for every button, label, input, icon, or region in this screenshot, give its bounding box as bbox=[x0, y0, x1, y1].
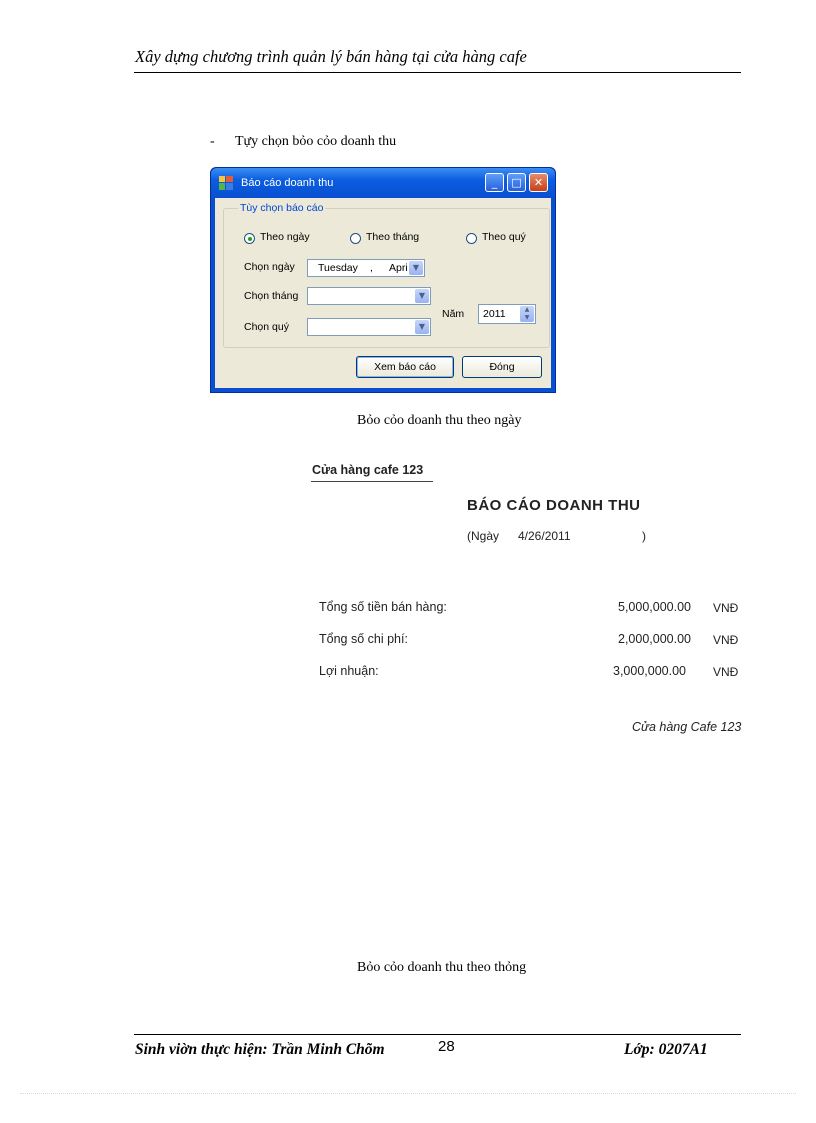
footer-class: Lớp: 0207A1 bbox=[624, 1041, 708, 1058]
radio-by-month-label[interactable]: Theo tháng bbox=[366, 231, 420, 243]
radio-by-quarter[interactable] bbox=[466, 233, 477, 244]
dialog-title: Báo cáo doanh thu bbox=[241, 177, 334, 189]
label-year: Năm bbox=[442, 308, 465, 320]
quarter-select[interactable] bbox=[307, 318, 431, 336]
label-choose-month: Chọn tháng bbox=[244, 290, 299, 302]
dialog-client-area bbox=[215, 198, 551, 388]
row-sales-amount: 5,000,000.00 bbox=[618, 600, 691, 614]
view-report-button[interactable]: Xem báo cáo bbox=[356, 356, 454, 378]
row-sales-currency: VNĐ bbox=[713, 601, 739, 615]
month-select[interactable] bbox=[307, 287, 431, 305]
maximize-icon[interactable]: □ bbox=[507, 173, 526, 192]
row-cost-currency: VNĐ bbox=[713, 633, 739, 647]
app-icon bbox=[219, 176, 233, 190]
report-date-label: (Ngày bbox=[467, 529, 500, 543]
running-header-title: Xây dựng chương trình quản lý bán hàng tại cửa hàng cafe bbox=[135, 47, 527, 66]
minimize-icon[interactable]: _ bbox=[485, 173, 504, 192]
row-profit-currency: VNĐ bbox=[713, 665, 739, 679]
close-button[interactable]: Đóng bbox=[462, 356, 542, 378]
report-date-value: 4/26/2011 bbox=[518, 529, 571, 543]
options-groupbox bbox=[223, 202, 550, 348]
report-options-dialog bbox=[210, 167, 556, 393]
radio-by-quarter-label[interactable]: Theo quý bbox=[482, 231, 526, 243]
row-profit-label: Lợi nhuận: bbox=[319, 664, 379, 678]
store-name-underline bbox=[311, 481, 433, 482]
row-cost-amount: 2,000,000.00 bbox=[618, 632, 691, 646]
row-cost-label: Tổng số chi phí: bbox=[319, 632, 408, 646]
footer-student: Sinh viờn thực hiện: Trần Minh Chõm bbox=[135, 1041, 385, 1058]
chevron-down-icon[interactable]: ▼ bbox=[415, 320, 429, 334]
dialog-titlebar[interactable] bbox=[211, 168, 555, 198]
header-rule bbox=[134, 72, 741, 73]
report-title: BÁO CÁO DOANH THU bbox=[467, 497, 641, 514]
figure-caption-monthly: Bỏo cỏo doanh thu theo thỏng bbox=[357, 960, 527, 975]
label-choose-day: Chọn ngày bbox=[244, 261, 295, 273]
footer-rule bbox=[134, 1034, 741, 1035]
bottom-dotted-divider bbox=[20, 1093, 796, 1094]
label-choose-quarter: Chọn quý bbox=[244, 321, 289, 333]
report-date-close: ) bbox=[642, 529, 646, 543]
row-sales-label: Tổng số tiền bán hàng: bbox=[319, 600, 447, 614]
chevron-down-icon[interactable]: ▼ bbox=[409, 261, 423, 275]
figure-caption-daily: Bỏo cỏo doanh thu theo ngày bbox=[357, 413, 522, 428]
radio-by-month[interactable] bbox=[350, 233, 361, 244]
report-signoff: Cửa hàng Cafe 123 bbox=[632, 720, 742, 734]
page-number: 28 bbox=[438, 1038, 455, 1055]
date-picker[interactable] bbox=[307, 259, 425, 277]
bullet-heading: Tựy chọn bỏo cỏo doanh thu bbox=[235, 134, 397, 149]
bullet-dash: - bbox=[210, 134, 215, 149]
radio-by-day[interactable] bbox=[244, 233, 255, 244]
date-weekday: Tuesday bbox=[318, 262, 358, 274]
close-icon[interactable]: ✕ bbox=[529, 173, 548, 192]
radio-by-day-label[interactable]: Theo ngày bbox=[260, 231, 310, 243]
year-stepper[interactable] bbox=[478, 304, 536, 324]
date-separator: , bbox=[370, 262, 373, 274]
report-store-name: Cửa hàng cafe 123 bbox=[312, 463, 424, 477]
spin-arrows-icon[interactable]: ▲ ▼ bbox=[520, 306, 534, 322]
date-month: Apri bbox=[389, 262, 408, 274]
year-value: 2011 bbox=[483, 308, 506, 320]
chevron-down-icon[interactable]: ▼ bbox=[415, 289, 429, 303]
group-label: Tùy chọn báo cáo bbox=[240, 202, 324, 214]
row-profit-amount: 3,000,000.00 bbox=[613, 664, 686, 678]
